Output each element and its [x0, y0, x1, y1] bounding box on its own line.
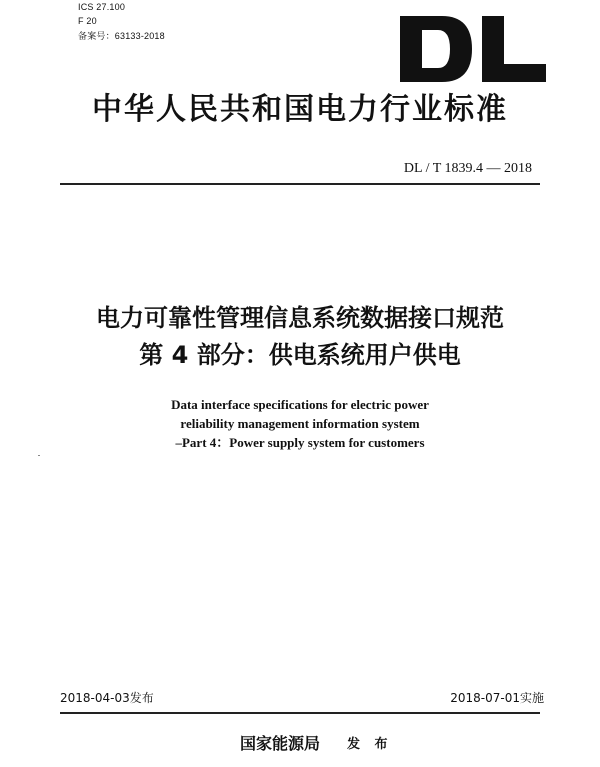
document-title-zh-line2: 第 4 部分：供电系统用户供电	[139, 341, 461, 369]
implementation-date: 2018-07-01实施	[450, 691, 544, 705]
top-divider	[60, 183, 540, 185]
release-date: 2018-04-03发布	[60, 691, 154, 705]
logo-letter-d	[400, 16, 472, 82]
standard-category-title: 中华人民共和国电力行业标准	[92, 92, 508, 127]
document-title-zh-line1: 电力可靠性管理信息系统数据接口规范	[96, 304, 504, 332]
document-title-en-line1: Data interface specifications for electric power	[171, 397, 429, 412]
standard-number: DL / T 1839.4 — 2018	[403, 161, 532, 176]
bottom-divider	[60, 712, 540, 714]
scan-speck	[38, 455, 40, 456]
issue-label: 发 布	[347, 737, 393, 752]
logo-letter-l	[482, 16, 546, 82]
ics-code: ICS 27.100	[78, 2, 126, 12]
ccs-code: F 20	[78, 16, 97, 26]
filing-number: 备案号：63133-2018	[78, 31, 165, 41]
document-title-en-line2: reliability management information system	[180, 416, 420, 431]
document-title-en-line3: –Part 4：Power supply system for customers	[175, 435, 425, 450]
issuing-authority: 国家能源局	[240, 734, 321, 753]
dl-logo	[398, 14, 548, 84]
